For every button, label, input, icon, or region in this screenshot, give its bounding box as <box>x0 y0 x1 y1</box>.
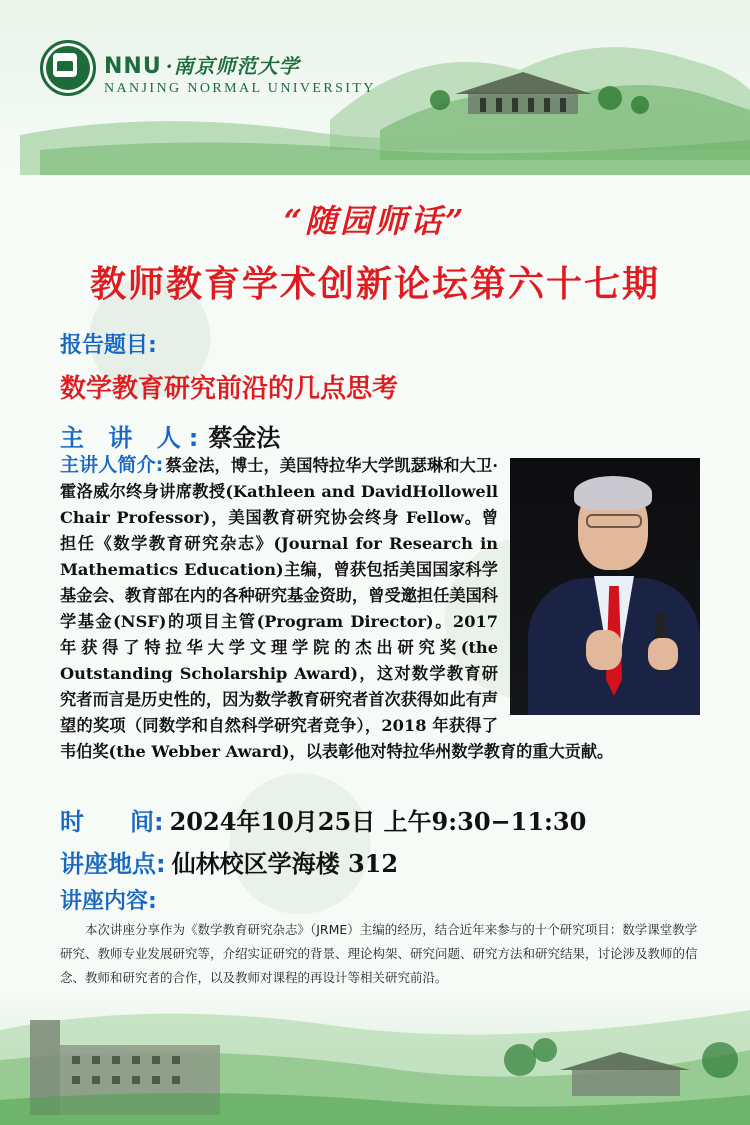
place-value: 仙林校区学海楼 312 <box>171 849 399 878</box>
time-label-a: 时 <box>60 808 84 836</box>
speaker-name: 蔡金法 <box>208 423 281 452</box>
content-label: 讲座内容: <box>60 889 157 914</box>
campus-illustration <box>0 990 750 1125</box>
topic-label: 报告题目: <box>60 333 157 358</box>
time-label-b: 间: <box>130 808 164 836</box>
time-value: 2024年10月25日 上午9:30−11:30 <box>169 807 587 836</box>
main-title: 教师教育学术创新论坛第六十七期 <box>89 263 660 305</box>
nnu-seal-logo <box>40 40 96 96</box>
place-row <box>60 844 398 879</box>
place-label: 讲座地点: <box>60 850 166 878</box>
footer-landscape <box>0 990 750 1125</box>
logo-en-name: NANJING NORMAL UNIVERSITY <box>104 81 376 96</box>
bio-label: 主讲人简介: <box>60 454 164 476</box>
speaker-label: 主 讲 人: <box>60 424 207 452</box>
speaker-row <box>60 418 280 453</box>
series-title: “随园师话” <box>283 202 467 240</box>
header-banner <box>0 0 750 175</box>
logo-nnu: NNU <box>104 54 162 79</box>
time-row <box>60 802 586 837</box>
speaker-photo <box>510 458 700 715</box>
logo-cn-name: ·南京师范大学 <box>165 54 300 78</box>
topic-text: 数学教育研究前沿的几点思考 <box>60 374 399 404</box>
bio-text: 蔡金法，博士，美国特拉华大学凯瑟琳和大卫·霍洛威尔终身讲席教授(Kathleen and DavidHollowell Chair Professor)，美国教育研究协会终身 Fellow。曾担任《数学教育研究杂志》(Journal for Research in Mathematics Education)主编，曾获包括美国国家科学基金会、教育部在内的各种研究基金资助，曾受邀担任美国科学基金(NSF)的项目主管(Program Director)。2017 年获得了特拉华大学文理学院的杰出研究奖(the Outstanding Scholarship Award)，这对数学教育研究者而言是历史性的，因为数学教育研究者首次获得如此有声望的奖项（同数学和自然科学研究者竞争），2018 年获得了韦伯奖(the Webber Award)，以表彰他对特拉华州数学教育的重大贡献。 <box>60 456 614 761</box>
content-text: 本次讲座分享作为《数学教育研究杂志》（JRME）主编的经历，结合近年来参与的十个研究项目：数学课堂教学研究、教师专业发展研究等，介绍实证研究的背景、理论构架、研究问题、研究方法和研究结果，讨论涉及教师的信念、教师和研究者的合作，以及教师对课程的再设计等相关研究前沿。 <box>60 922 698 985</box>
university-logo-text <box>104 50 376 97</box>
speaker-bio <box>60 452 700 765</box>
